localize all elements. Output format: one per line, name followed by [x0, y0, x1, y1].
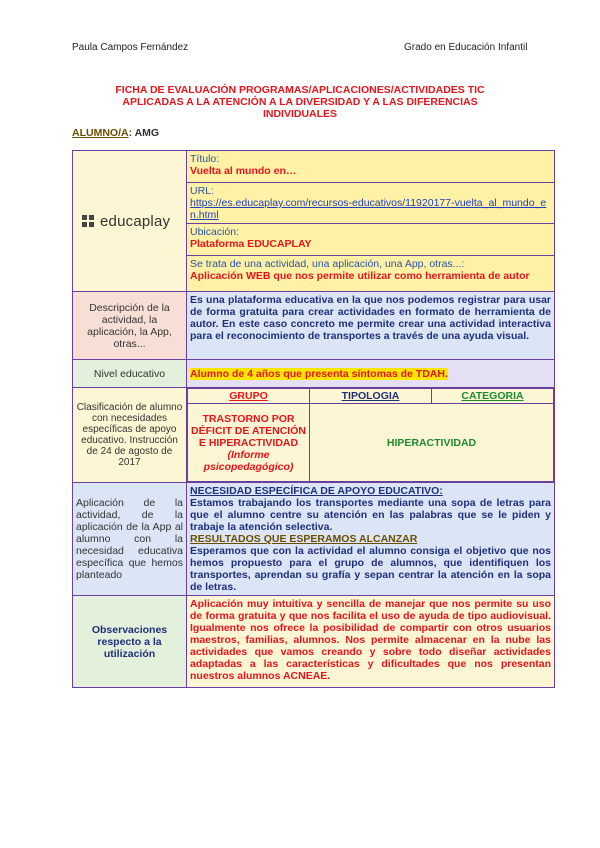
logo-grid-icon [82, 215, 94, 227]
title-line: INDIVIDUALES [262, 108, 338, 120]
col-tipologia: TIPOLOGIA [310, 389, 432, 404]
titulo-label: Título: [190, 153, 220, 165]
observaciones-label: Observaciones respecto a la utilización [73, 596, 187, 688]
necesidad-heading: NECESIDAD ESPECÍFICA DE APOYO EDUCATIVO: [190, 485, 443, 497]
col-grupo: GRUPO [188, 389, 310, 404]
logo-cell [73, 151, 187, 292]
descripcion-label: Descripción de la actividad, la aplicación, la App, otras... [73, 292, 187, 360]
tipologia-value: HIPERACTIVIDAD [310, 404, 554, 482]
header-author: Paula Campos Fernández [72, 42, 189, 53]
ubicacion-value: Plataforma EDUCAPLAY [190, 238, 312, 250]
nivel-value: Alumno de 4 años que presenta síntomas de TDAH. [190, 367, 448, 380]
title-line: APLICADAS A LA ATENCIÓN A LA DIVERSIDAD Y A LAS DIFERENCIAS [122, 96, 478, 108]
clasificacion-table [187, 388, 554, 482]
url-label: URL: [190, 185, 214, 197]
evaluation-table [72, 150, 555, 688]
tipo-value: Aplicación WEB que nos permite utilizar como herramienta de autor [190, 270, 530, 282]
nivel-label: Nivel educativo [73, 360, 187, 388]
tipo-cell [187, 256, 555, 292]
url-cell [187, 183, 555, 224]
resultados-heading: RESULTADOS QUE ESPERAMOS ALCANZAR [190, 533, 418, 545]
titulo-value: Vuelta al mundo en… [190, 165, 297, 177]
observaciones-value: Aplicación muy intuitiva y sencilla de manejar que nos permite su uso de forma gratuita y que nos facilita el uso de ayuda de tipo audiovisual. Igualmente nos ofrece la posibilidad de compartir con otros usuarios maestros, familias, alumnos. Nos permite almacenar en la nube las actividades que vamos creando y sobre todo diseñar actividades adaptadas a las características y dificultades que nos presentan nuestros alumnos ACNEAE. [187, 596, 555, 688]
titulo-cell [187, 151, 555, 183]
document-title [90, 84, 510, 120]
clasificacion-label: Clasificación de alumno con necesidades específicas de apoyo educativo. Instrucción de 24 de agosto de 2017 [73, 388, 187, 483]
ubicacion-cell [187, 224, 555, 256]
col-categoria: CATEGORIA [432, 389, 554, 404]
alumno-line [72, 127, 159, 139]
aplicacion-label: Aplicación de la actividad, de la aplicación de la App al alumno con la necesidad educativa específica que hemos planteado [73, 483, 187, 596]
descripcion-value: Es una plataforma educativa en la que nos podemos registrar para usar de forma gratuita para crear actividades en formato de herramienta de autor. En este caso concreto me permite crear una actividad interactiva para el reconocimiento de transportes a través de una ayuda visual. [187, 292, 555, 360]
tipo-label: Se trata de una actividad, una aplicación, una App, otras...: [190, 258, 465, 270]
logo-text: educaplay [100, 212, 171, 230]
grupo-value: TRASTORNO POR DÉFICIT DE ATENCIÓN E HIPERACTIVIDAD [191, 412, 306, 449]
aplicacion-cell [187, 483, 555, 596]
grupo-note: (Informe psicopedagógico) [203, 448, 294, 473]
grupo-cell [188, 404, 310, 482]
clasificacion-cell [187, 388, 555, 483]
alumno-value: : AMG [128, 127, 160, 139]
necesidad-text: Estamos trabajando los transportes mediante una sopa de letras para que el alumno centre su atención en las palabras que se le piden y trabaje la atención selectiva. [190, 497, 551, 533]
resultados-text: Esperamos que con la actividad el alumno consiga el objetivo que nos hemos propuesto para el grupo de alumnos, que identifiquen los transportes, aprendan su grafía y sepan centrar la atención en la sopa de letras. [190, 545, 551, 593]
educaplay-logo [76, 213, 183, 230]
title-line: FICHA DE EVALUACIÓN PROGRAMAS/APLICACIONES/ACTIVIDADES TIC [115, 84, 485, 96]
ubicacion-label: Ubicación: [190, 226, 240, 238]
nivel-cell [187, 360, 555, 388]
alumno-label: ALUMNO/A [72, 127, 129, 139]
url-link[interactable]: https://es.educaplay.com/recursos-educativos/11920177-vuelta_al_mundo_en.html [190, 197, 547, 221]
header-degree: Grado en Educación Infantil [404, 42, 528, 53]
